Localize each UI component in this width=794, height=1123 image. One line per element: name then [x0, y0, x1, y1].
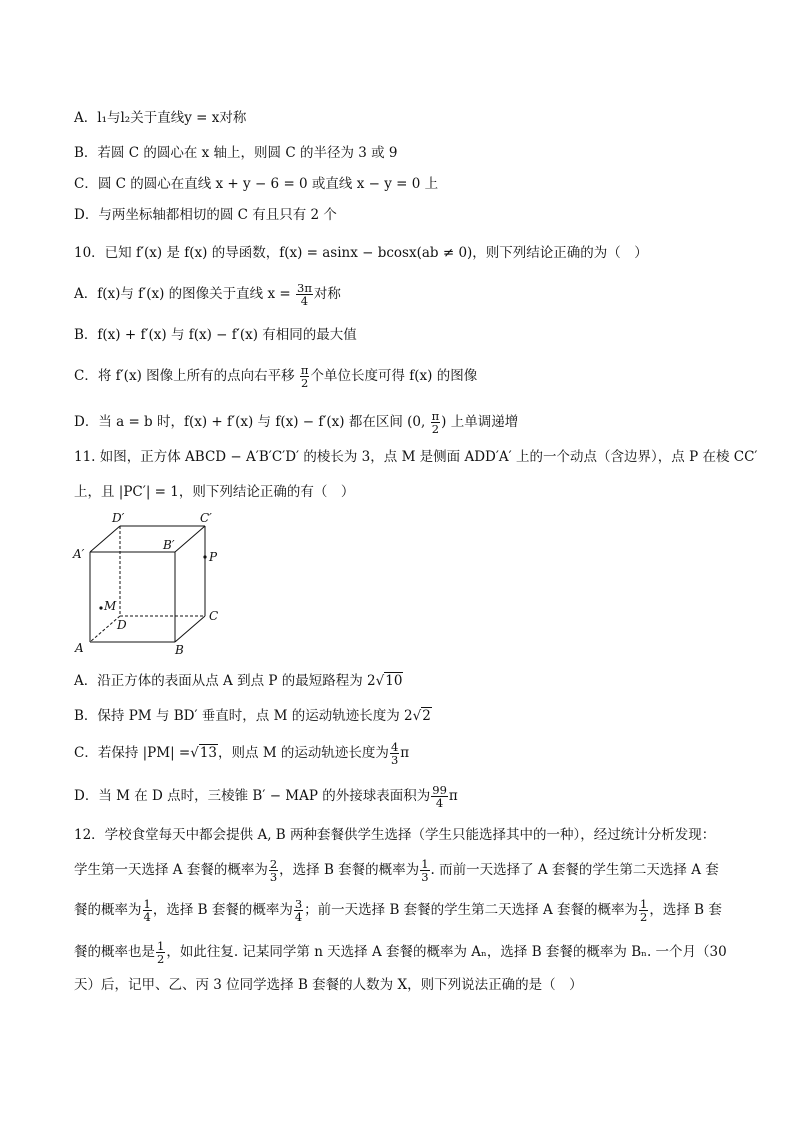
point-p	[203, 555, 206, 558]
q11-option-a: A．沿正方体的表面从点 A 到点 P 的最短路程为 2√10	[74, 673, 403, 689]
q10-a-post: 对称	[313, 286, 341, 302]
label-a: A	[75, 641, 84, 655]
label-p: P	[209, 550, 218, 564]
q12-l4-post: ，如此往复. 记某同学第 n 天选择 A 套餐的概率为 Aₙ，选择 B 套餐的概率为 Bₙ. 一个月（30	[166, 944, 727, 960]
q11-d-fraction: $\frac{99}{4}$	[432, 783, 447, 810]
q10-c-post: 个单位长度可得 f(x) 的图像	[310, 368, 478, 384]
q10-d-post: ) 上单调递增	[441, 414, 519, 430]
label-d: D	[117, 618, 127, 632]
q12-line1: 12．学校食堂每天中都会提供 A, B 两种套餐供学生选择（学生只能选择其中的一种），经过统计分析发现：	[74, 827, 716, 843]
q11-option-c: C．若保持 |PM| =√13，则点 M 的运动轨迹长度为 $\frac{4}{3}$ π	[74, 740, 410, 767]
q11-stem-line2: 上，且 |PC′| = 1，则下列结论正确的有（ ）	[74, 484, 355, 500]
q11-option-b: B．保持 PM 与 BD′ 垂直时，点 M 的运动轨迹长度为 2√2	[74, 708, 431, 724]
q11-c-post: π	[400, 745, 410, 761]
label-b-prime: B′	[163, 538, 175, 552]
q10-c-fraction: $\frac{\pi}{2}$	[300, 363, 309, 390]
point-m	[99, 606, 102, 609]
q12-l2-mid: ，选择 B 套餐的概率为	[279, 862, 420, 878]
q12-l3-frac3: $\frac{1}{2}$	[640, 897, 648, 924]
q12-l3-pre: 餐的概率为	[74, 902, 142, 918]
q9-option-c: C．圆 C 的圆心在直线 x + y − 6 = 0 或直线 x − y = 0 上	[74, 176, 439, 192]
q10-option-a	[74, 282, 734, 307]
q11-c-radicand: 13	[199, 745, 218, 761]
q12-l2-frac1: $\frac{2}{3}$	[269, 857, 278, 884]
q12-line4	[74, 940, 734, 965]
q10-c-pre: C．将 f′(x) 图像上所有的点向右平移	[74, 368, 295, 384]
q12-line2	[74, 858, 734, 883]
q9-option-a: A．l₁与l₂关于直线y = x对称	[74, 110, 247, 126]
label-c: C	[209, 609, 219, 623]
label-c-prime: C′	[200, 512, 212, 525]
q11-a-radicand: 10	[385, 673, 403, 689]
q12-l3-frac1: $\frac{1}{4}$	[143, 897, 151, 924]
q11-d-pre: D．当 M 在 D 点时，三棱锥 B′ − MAP 的外接球表面积为	[74, 788, 431, 804]
q9-option-b: B．若圆 C 的圆心在 x 轴上，则圆 C 的半径为 3 或 9	[74, 145, 398, 161]
q12-l2-pre: 学生第一天选择 A 套餐的概率为	[74, 862, 268, 878]
q10-option-c	[74, 364, 734, 389]
q10-option-b: B．f(x) + f′(x) 与 f(x) − f′(x) 有相同的最大值	[74, 327, 357, 343]
q12-l2-post: . 而前一天选择了 A 套餐的学生第二天选择 A 套	[430, 862, 719, 878]
q11-c-mid: ，则点 M 的运动轨迹长度为	[218, 745, 389, 761]
q12-l3-frac2: $\frac{3}{4}$	[294, 897, 303, 924]
q10-d-fraction: $\frac{\pi}{2}$	[431, 409, 440, 436]
label-m: M	[104, 599, 117, 613]
q11-b-pre: B．保持 PM 与 BD′ 垂直时，点 M 的运动轨迹长度为 2	[74, 708, 413, 724]
q11-d-post: π	[448, 788, 458, 804]
q11-c-fraction: $\frac{4}{3}$	[390, 740, 399, 767]
q12-line3	[74, 898, 734, 923]
q11-option-d	[74, 784, 734, 809]
label-b: B	[175, 643, 184, 657]
q12-l3-mid1: ，选择 B 套餐的概率为	[152, 902, 293, 918]
q11-c-pre: C．若保持 |PM| =	[74, 745, 191, 761]
q12-line5: 天）后，记甲、乙、丙 3 位同学选择 B 套餐的人数为 X，则下列说法正确的是（ ）	[74, 977, 583, 993]
q10-d-pre: D．当 a = b 时，f(x) + f′(x) 与 f(x) − f′(x) 都在区间 (0,	[74, 414, 426, 430]
q10-option-d	[74, 410, 734, 435]
q9-option-d: D．与两坐标轴都相切的圆 C 有且只有 2 个	[74, 207, 337, 223]
edge-b-c	[175, 616, 205, 642]
q11-a-pre: A．沿正方体的表面从点 A 到点 P 的最短路程为 2	[74, 673, 376, 689]
q12-l4-frac1: $\frac{1}{2}$	[157, 939, 165, 966]
q10-stem: 10．已知 f′(x) 是 f(x) 的导函数，f(x) = asinx − bcosx(ab ≠ 0)，则下列结论正确的为（ ）	[74, 245, 648, 261]
edge-a1-d1	[90, 526, 120, 552]
q12-l3-post: ，选择 B 套	[649, 902, 722, 918]
q10-a-fraction: $\frac{3\pi}{4}$	[297, 281, 312, 308]
label-a-prime: A′	[73, 547, 85, 561]
label-d-prime: D′	[112, 512, 125, 525]
edge-c1-b1	[175, 526, 205, 552]
cube-figure	[70, 512, 230, 658]
q10-a-pre: A．f(x)与 f′(x) 的图像关于直线 x =	[74, 286, 291, 302]
q12-l4-pre: 餐的概率也是	[74, 944, 155, 960]
edge-da-hidden	[90, 616, 120, 642]
q12-l3-mid2: ；前一天选择 B 套餐的学生第二天选择 A 套餐的概率为	[304, 902, 639, 918]
q11-stem-line1: 11. 如图，正方体 ABCD − A′B′C′D′ 的棱长为 3，点 M 是侧面 ADD′A′ 上的一个动点（含边界），点 P 在棱 CC′	[74, 449, 758, 465]
q12-l2-frac2: $\frac{1}{3}$	[421, 857, 429, 884]
q11-b-radicand: 2	[422, 708, 431, 724]
